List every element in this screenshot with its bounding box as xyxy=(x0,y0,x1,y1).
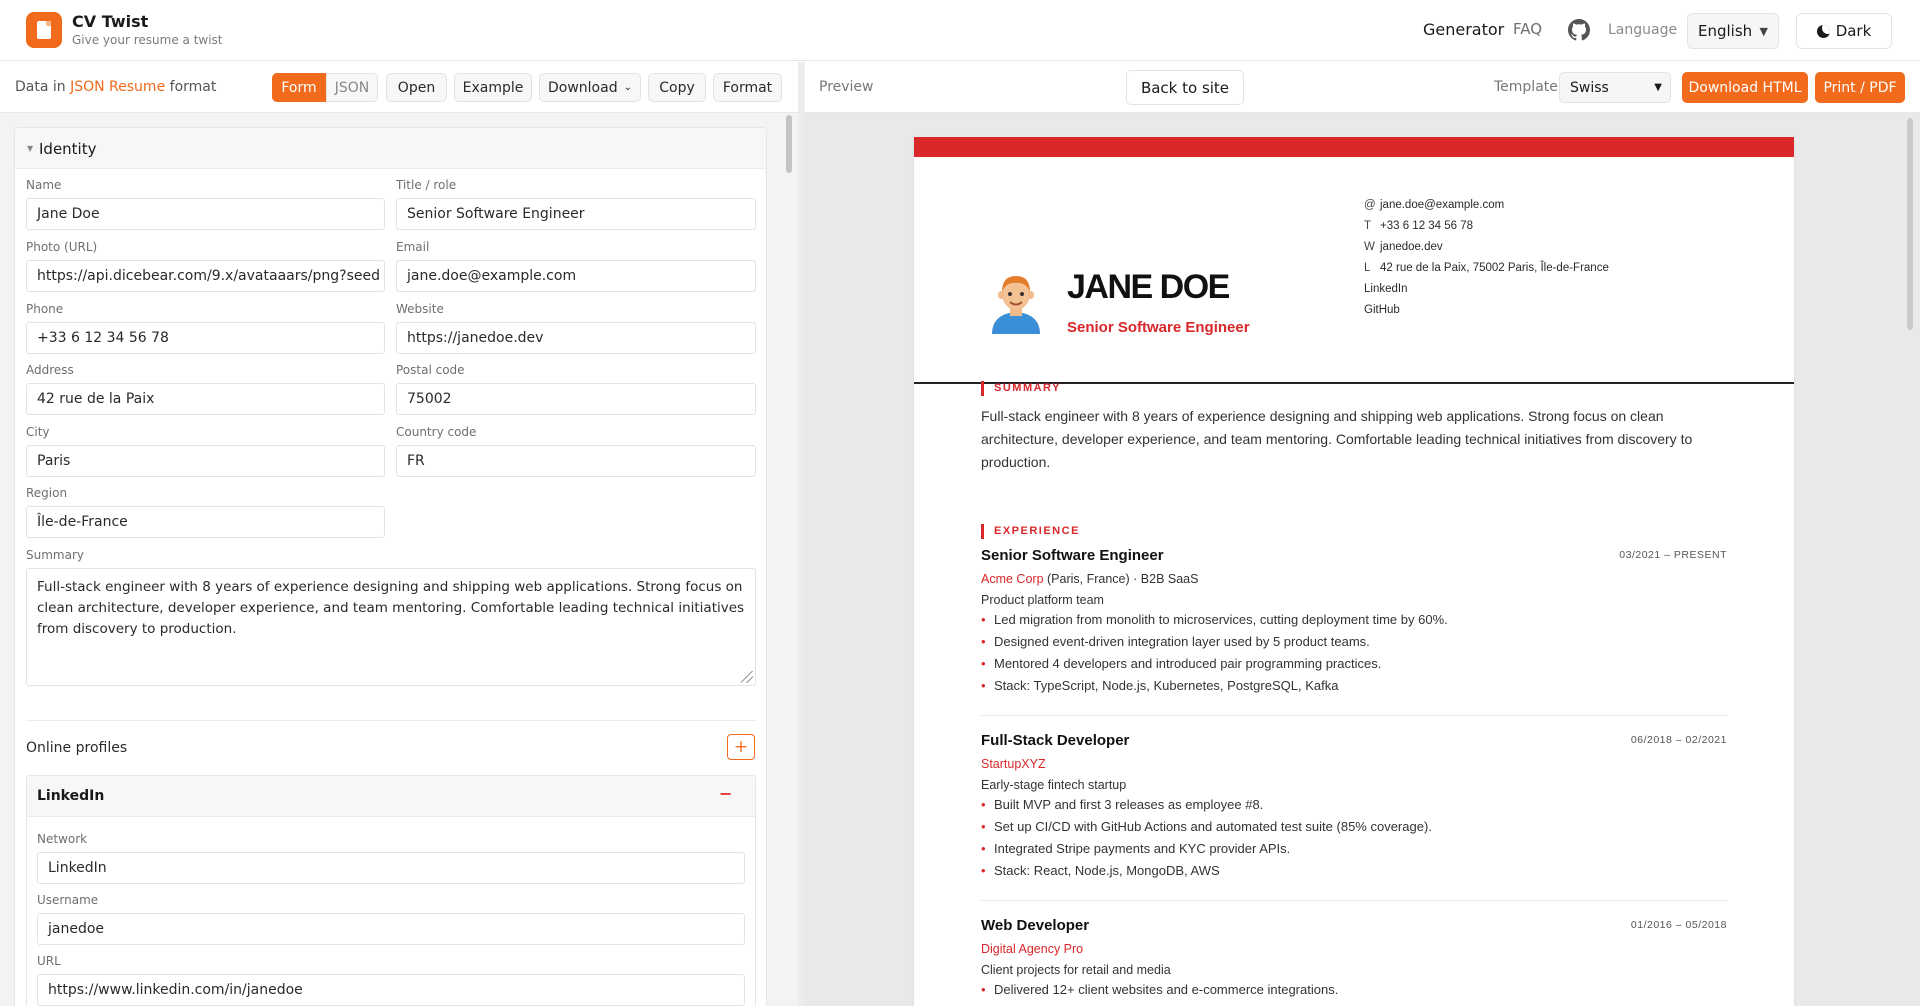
region-input[interactable]: Île-de-France xyxy=(26,506,385,538)
summary-section-title: SUMMARY xyxy=(981,381,1061,396)
moon-icon xyxy=(1817,25,1830,38)
job-bullets xyxy=(981,794,1721,882)
list-item: • Set up CI/CD with GitHub Actions and automated test suite (85% coverage). xyxy=(981,816,1721,838)
language-select[interactable] xyxy=(1687,13,1779,49)
network-label: Network xyxy=(37,832,88,846)
url-label: URL xyxy=(37,954,61,968)
region-label: Region xyxy=(26,486,68,500)
format-name-link[interactable]: JSON Resume xyxy=(70,79,166,95)
top-bar xyxy=(0,0,1920,61)
identity-section-title: Identity xyxy=(39,140,97,158)
city-label: City xyxy=(26,425,50,439)
github-icon[interactable] xyxy=(1568,19,1590,41)
job-company xyxy=(981,572,1198,586)
avatar-icon xyxy=(988,270,1044,334)
language-label: Language xyxy=(1608,22,1678,38)
resize-grip-icon[interactable] xyxy=(741,671,753,683)
name-input[interactable]: Jane Doe xyxy=(26,198,385,230)
title-label: Title / role xyxy=(396,178,457,192)
country-code-label: Country code xyxy=(396,425,477,439)
chevron-down-icon: ▼ xyxy=(1759,25,1768,38)
website-label: Website xyxy=(396,302,444,316)
preview-scrollbar[interactable] xyxy=(1907,118,1913,330)
add-profile-button[interactable]: + xyxy=(727,734,755,760)
app-title: CV Twist xyxy=(72,12,149,31)
list-item: • Stack: TypeScript, Node.js, Kubernetes, PostgreSQL, Kafka xyxy=(981,675,1721,697)
summary-text: Full-stack engineer with 8 years of experience designing and shipping web applications. Strong focus on clean architecture, developer experience, and team mentoring. Comfortable leading technical initiatives from discovery to production. xyxy=(37,579,745,637)
cv-contact-location xyxy=(1364,262,1609,274)
cv-contact-phone xyxy=(1364,220,1473,232)
job-date: 03/2021 – PRESENT xyxy=(1619,549,1727,561)
cv-contact-github[interactable]: GitHub xyxy=(1364,304,1400,316)
format-prefix: Data in xyxy=(15,79,66,95)
editor-toolbar xyxy=(0,62,798,113)
dark-mode-button[interactable] xyxy=(1796,13,1892,49)
email-input[interactable]: jane.doe@example.com xyxy=(396,260,756,292)
company-location: (Paris, France) · B2B SaaS xyxy=(1047,572,1199,586)
cv-summary: Full-stack engineer with 8 years of experience designing and shipping web applications. Strong focus on clean architecture, developer experience, and team mentoring. Comfortable leading technical initiatives from discovery to production. xyxy=(981,408,1693,470)
job-title: Web Developer xyxy=(981,917,1090,934)
cv-name: JANE DOE xyxy=(1067,268,1229,306)
photo-url-input[interactable]: https://api.dicebear.com/9.x/avataaars/png?seed xyxy=(26,260,385,292)
title-input[interactable]: Senior Software Engineer xyxy=(396,198,756,230)
job-date: 06/2018 – 02/2021 xyxy=(1630,734,1727,746)
job-team: Product platform team xyxy=(981,593,1104,607)
panel-resize-handle[interactable] xyxy=(798,62,805,1006)
web-value[interactable]: janedoe.dev xyxy=(1380,241,1443,253)
format-suffix: format xyxy=(169,79,217,95)
form-panel xyxy=(0,113,798,1006)
location-key: L xyxy=(1364,262,1371,274)
profile-card-title: LinkedIn xyxy=(37,788,105,804)
list-item: • Integrated Stripe payments and KYC provider APIs. xyxy=(981,838,1721,860)
cv-page xyxy=(914,137,1794,1006)
city-input[interactable]: Paris xyxy=(26,445,385,477)
job-team: Client projects for retail and media xyxy=(981,963,1171,977)
template-label: Template xyxy=(1494,79,1558,95)
phone-key: T xyxy=(1364,220,1372,232)
job-title: Senior Software Engineer xyxy=(981,547,1164,564)
summary-label: Summary xyxy=(26,548,84,562)
chevron-down-icon: ▼ xyxy=(1654,82,1662,93)
section-divider xyxy=(26,720,756,721)
preview-panel xyxy=(805,113,1920,1006)
dark-mode-label: Dark xyxy=(1835,22,1872,40)
cv-role: Senior Software Engineer xyxy=(1067,319,1250,336)
download-html-button[interactable]: Download HTML xyxy=(1682,72,1808,103)
format-indicator xyxy=(15,79,216,95)
preview-toolbar xyxy=(805,62,1920,113)
photo-label: Photo (URL) xyxy=(26,240,98,254)
open-button[interactable]: Open xyxy=(386,73,447,102)
online-profiles-label: Online profiles xyxy=(26,740,128,756)
username-label: Username xyxy=(37,893,99,907)
app-logo-icon[interactable] xyxy=(26,12,62,48)
example-button[interactable]: Example xyxy=(454,73,532,102)
mode-form-tab[interactable]: Form xyxy=(272,73,326,102)
identity-section xyxy=(14,127,767,1006)
language-value: English xyxy=(1698,22,1753,40)
email-value[interactable]: jane.doe@example.com xyxy=(1380,199,1505,211)
location-value: 42 rue de la Paix, 75002 Paris, Île-de-France xyxy=(1380,262,1609,274)
download-dropdown-button[interactable] xyxy=(539,73,641,102)
job-company xyxy=(981,757,1046,771)
url-input[interactable]: https://www.linkedin.com/in/janedoe xyxy=(37,974,745,1006)
company-name: StartupXYZ xyxy=(981,757,1046,771)
email-label: Email xyxy=(396,240,430,254)
list-item: • Led migration from monolith to microservices, cutting deployment time by 60%. xyxy=(981,609,1721,631)
remove-profile-icon[interactable]: − xyxy=(719,784,733,803)
copy-button[interactable]: Copy xyxy=(648,73,706,102)
template-select[interactable] xyxy=(1559,72,1671,103)
experience-section-title: EXPERIENCE xyxy=(981,524,1080,539)
chevron-down-icon: ⌄ xyxy=(623,82,632,93)
phone-input[interactable]: +33 6 12 34 56 78 xyxy=(26,322,385,354)
list-item: • Mentored 4 developers and introduced pair programming practices. xyxy=(981,653,1721,675)
cv-accent-bar xyxy=(914,137,1794,157)
list-item: • Delivered 12+ client websites and e-commerce integrations. xyxy=(981,979,1721,1001)
company-name: Digital Agency Pro xyxy=(981,942,1084,956)
website-input[interactable]: https://janedoe.dev xyxy=(396,322,756,354)
profile-card-linkedin xyxy=(26,775,756,1006)
nav-generator-link[interactable]: Generator xyxy=(1423,20,1505,39)
phone-label: Phone xyxy=(26,302,64,316)
preview-label: Preview xyxy=(819,79,874,95)
network-input[interactable]: LinkedIn xyxy=(37,852,745,884)
nav-faq-link[interactable]: FAQ xyxy=(1513,20,1543,38)
template-value: Swiss xyxy=(1570,79,1609,96)
identity-section-header[interactable] xyxy=(15,128,766,169)
app-subtitle: Give your resume a twist xyxy=(72,33,223,47)
postal-code-label: Postal code xyxy=(396,363,465,377)
name-label: Name xyxy=(26,178,62,192)
job-divider xyxy=(981,900,1727,901)
job-company xyxy=(981,942,1083,956)
job-bullets xyxy=(981,979,1721,1001)
list-item: • Stack: React, Node.js, MongoDB, AWS xyxy=(981,860,1721,882)
list-item: • Designed event-driven integration layer used by 5 product teams. xyxy=(981,631,1721,653)
phone-value: +33 6 12 34 56 78 xyxy=(1380,220,1474,232)
form-scrollbar[interactable] xyxy=(786,115,792,173)
job-team: Early-stage fintech startup xyxy=(981,778,1127,792)
collapse-triangle-icon: ▼ xyxy=(27,144,34,153)
web-key: W xyxy=(1364,241,1375,253)
job-bullets xyxy=(981,609,1721,697)
download-label: Download xyxy=(548,79,618,96)
company-name: Acme Corp xyxy=(981,572,1044,586)
cv-contact-web xyxy=(1364,241,1443,253)
postal-code-input[interactable]: 75002 xyxy=(396,383,756,415)
cv-contact-linkedin[interactable]: LinkedIn xyxy=(1364,283,1408,295)
format-button[interactable]: Format xyxy=(713,73,782,102)
email-key: @ xyxy=(1364,199,1376,211)
username-input[interactable]: janedoe xyxy=(37,913,745,945)
back-to-site-button[interactable]: Back to site xyxy=(1126,70,1244,105)
mode-json-tab[interactable]: JSON xyxy=(326,73,378,102)
cv-contact-email xyxy=(1364,199,1504,211)
profile-card-header[interactable] xyxy=(27,776,755,817)
list-item: • Built MVP and first 3 releases as employee #8. xyxy=(981,794,1721,816)
job-title: Full-Stack Developer xyxy=(981,732,1130,749)
address-label: Address xyxy=(26,363,74,377)
print-pdf-button[interactable]: Print / PDF xyxy=(1815,72,1905,103)
summary-textarea[interactable] xyxy=(26,568,756,686)
job-divider xyxy=(981,715,1727,716)
job-date: 01/2016 – 05/2018 xyxy=(1630,919,1727,931)
country-code-input[interactable]: FR xyxy=(396,445,756,477)
address-input[interactable]: 42 rue de la Paix xyxy=(26,383,385,415)
